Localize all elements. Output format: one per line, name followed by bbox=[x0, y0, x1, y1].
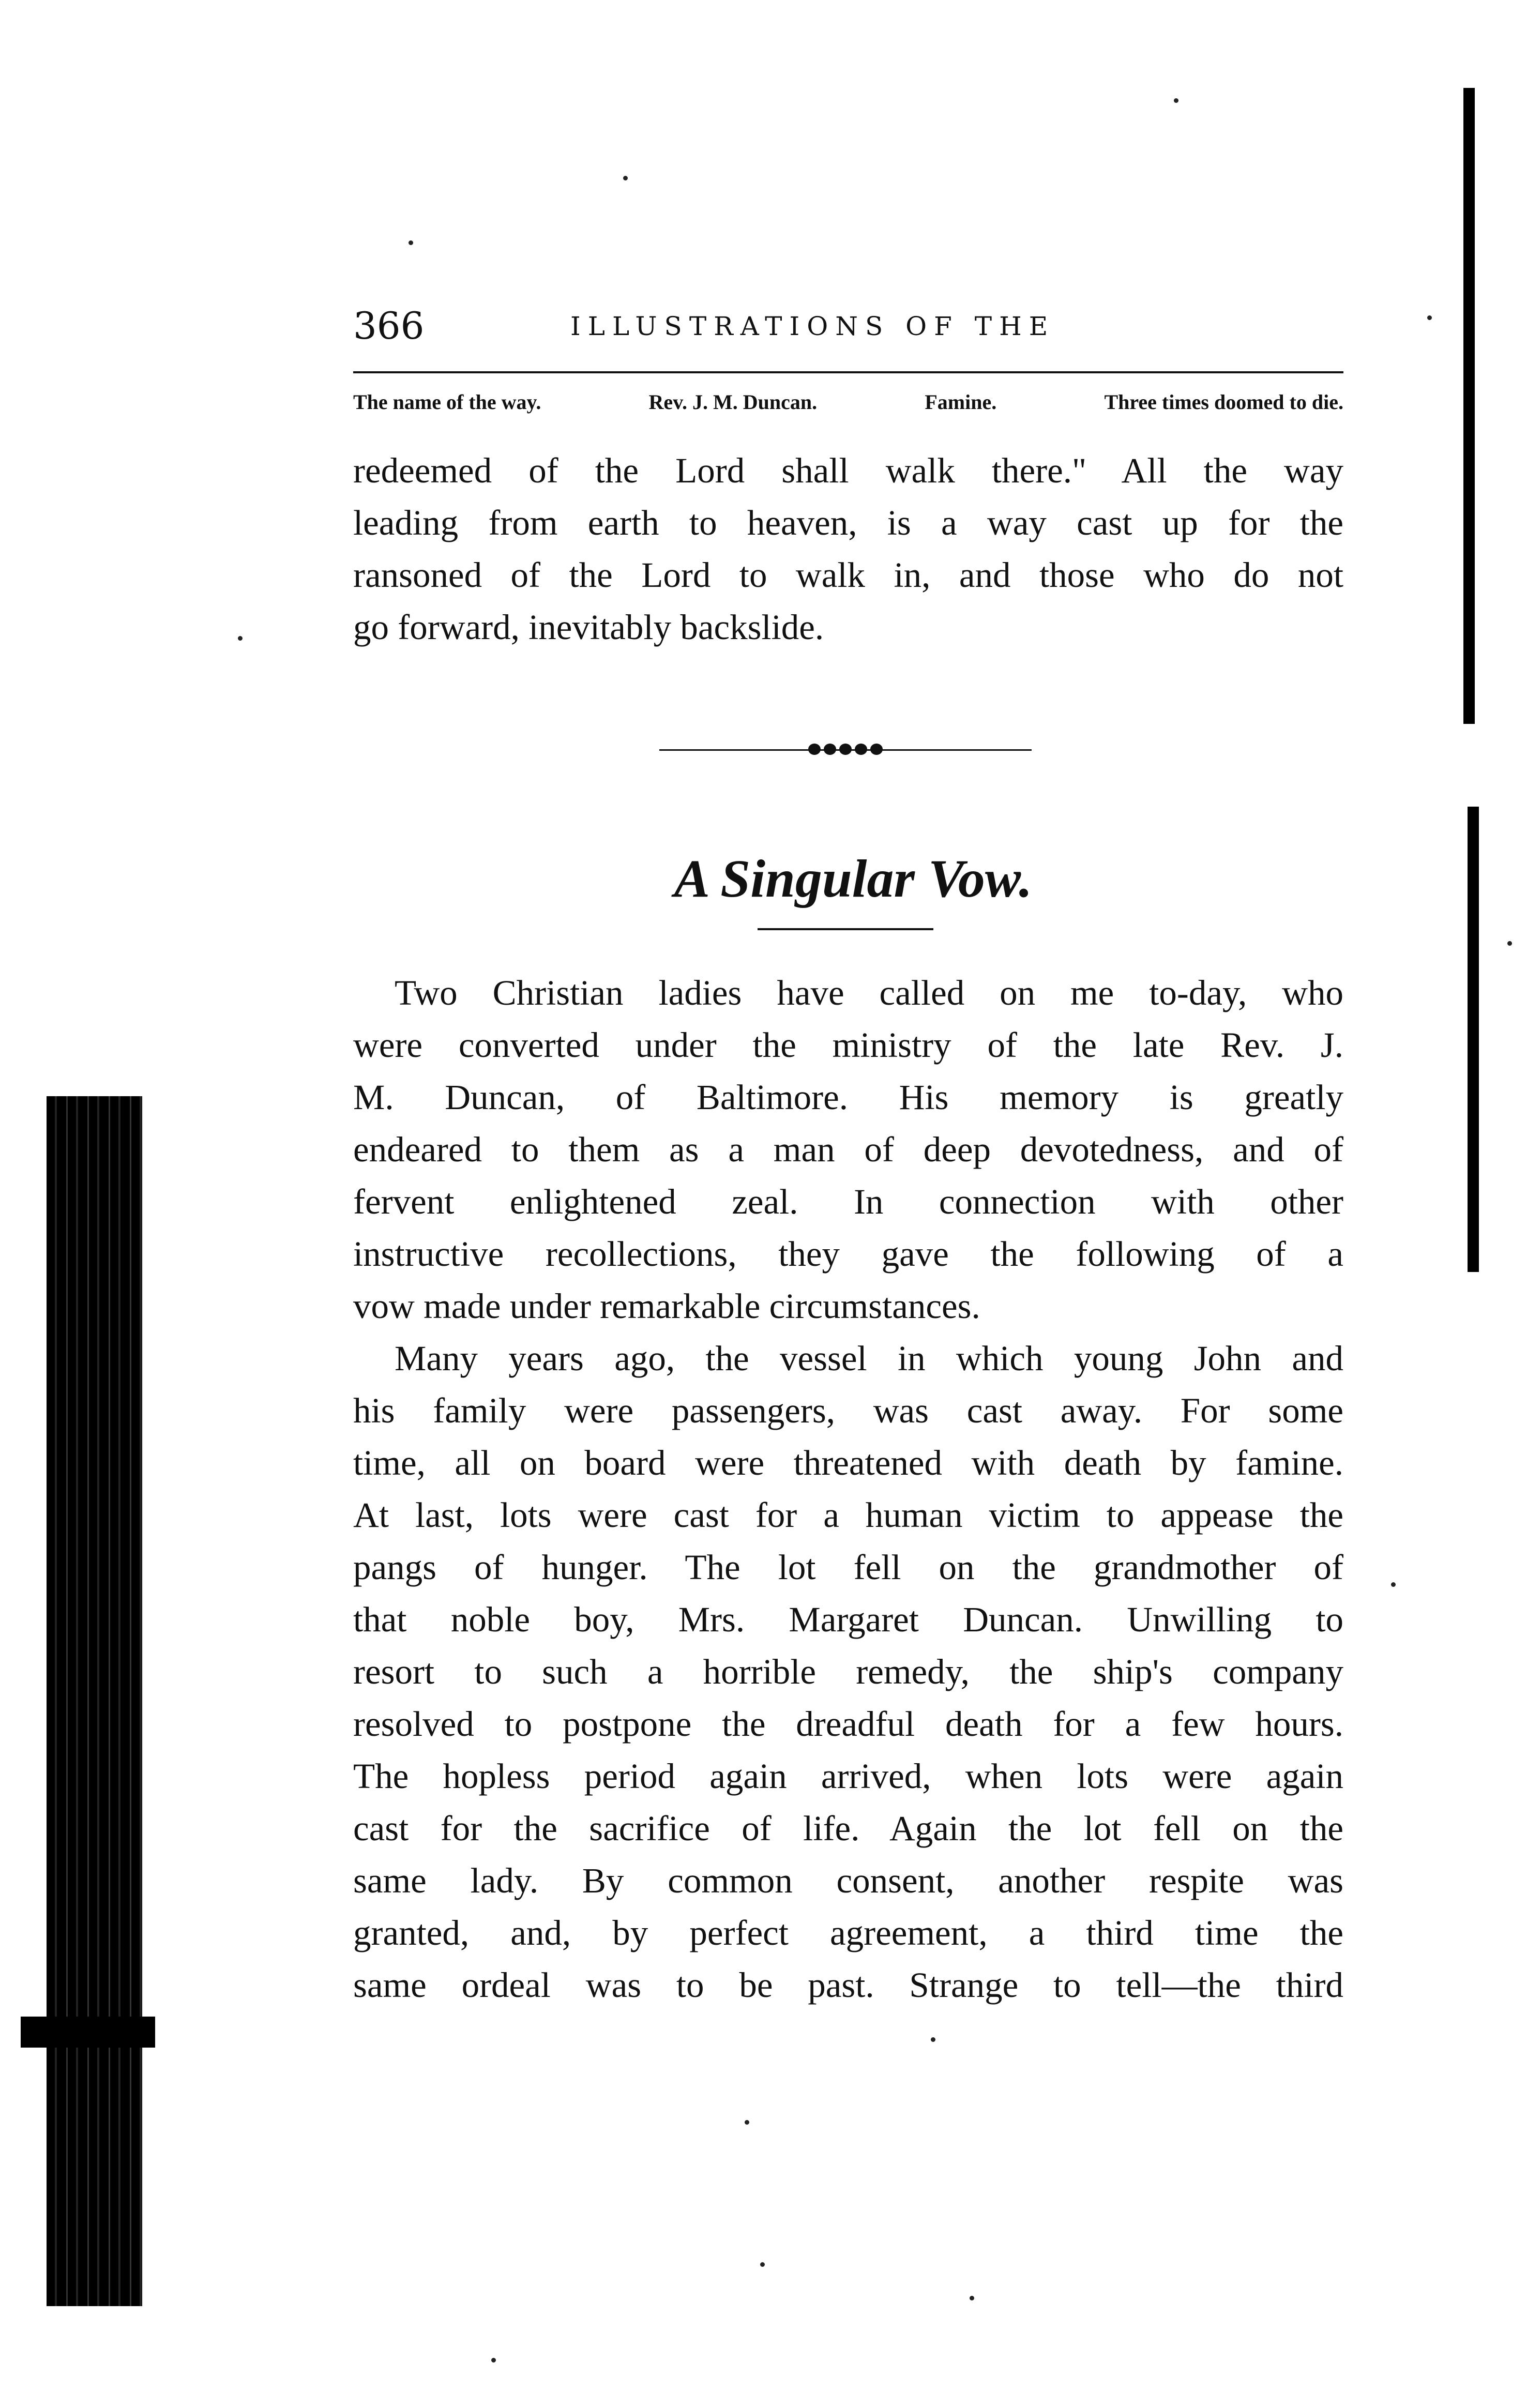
topic-item: Rev. J. M. Duncan. bbox=[648, 390, 818, 414]
text-line: fervent enlightened zeal. In connection with other bbox=[353, 1182, 1343, 1221]
running-head bbox=[353, 305, 1336, 346]
scan-edge-left bbox=[47, 1096, 142, 2306]
text-line: resolved to postpone the dreadful death for a few hours. bbox=[353, 1704, 1343, 1744]
header-rule bbox=[353, 371, 1343, 373]
text-line: vow made under remarkable circumstances. bbox=[353, 1286, 980, 1326]
scan-edge-right-upper bbox=[1463, 88, 1475, 724]
section-body bbox=[353, 967, 1343, 2011]
title-rule bbox=[758, 928, 933, 930]
text-line: same ordeal was to be past. Strange to tell—the third bbox=[353, 1965, 1343, 2005]
topic-summary bbox=[353, 387, 1343, 418]
text-line: Many years ago, the vessel in which young John and bbox=[395, 1339, 1343, 1378]
topic-item: The name of the way. bbox=[353, 390, 541, 414]
text-line: go forward, inevitably backslide. bbox=[353, 608, 824, 647]
text-line: his family were passengers, was cast away. For some bbox=[353, 1391, 1343, 1430]
running-title: ILLUSTRATIONS OF THE bbox=[570, 311, 1055, 341]
text-line: granted, and, by perfect agreement, a third time the bbox=[353, 1913, 1343, 1952]
text-line: resort to such a horrible remedy, the ship's company bbox=[353, 1652, 1343, 1691]
text-line: pangs of hunger. The lot fell on the grandmother of bbox=[353, 1548, 1343, 1587]
topic-item: Famine. bbox=[925, 390, 997, 414]
text-line: M. Duncan, of Baltimore. His memory is greatly bbox=[353, 1078, 1343, 1117]
topic-item: Three times doomed to die. bbox=[1104, 390, 1343, 414]
text-line: same lady. By common consent, another respite was bbox=[353, 1861, 1343, 1900]
text-line: endeared to them as a man of deep devotedness, and of bbox=[353, 1130, 1343, 1169]
previous-section-paragraph bbox=[353, 445, 1343, 654]
scan-edge-left-notch bbox=[21, 2017, 155, 2048]
page-number: 366 bbox=[353, 304, 425, 347]
section-divider-ornament bbox=[659, 739, 1032, 760]
text-line: At last, lots were cast for a human victim to appease the bbox=[353, 1495, 1343, 1535]
text-line: that noble boy, Mrs. Margaret Duncan. Unwilling to bbox=[353, 1600, 1343, 1639]
text-line: The hopless period again arrived, when lots were again bbox=[353, 1756, 1343, 1796]
text-line: cast for the sacrifice of life. Again the lot fell on the bbox=[353, 1809, 1343, 1848]
text-line: leading from earth to heaven, is a way cast up for the bbox=[353, 503, 1343, 542]
text-line: Two Christian ladies have called on me to-day, who bbox=[395, 973, 1343, 1012]
text-line: ransoned of the Lord to walk in, and those who do not bbox=[353, 555, 1343, 595]
text-line: redeemed of the Lord shall walk there." All the way bbox=[353, 451, 1343, 490]
scan-edge-right-lower bbox=[1468, 807, 1479, 1272]
text-line: time, all on board were threatened with death by famine. bbox=[353, 1443, 1343, 1482]
section-title: A Singular Vow. bbox=[674, 849, 1033, 908]
text-line: were converted under the ministry of the late Rev. J. bbox=[353, 1025, 1343, 1065]
text-line: instructive recollections, they gave the following of a bbox=[353, 1234, 1343, 1274]
